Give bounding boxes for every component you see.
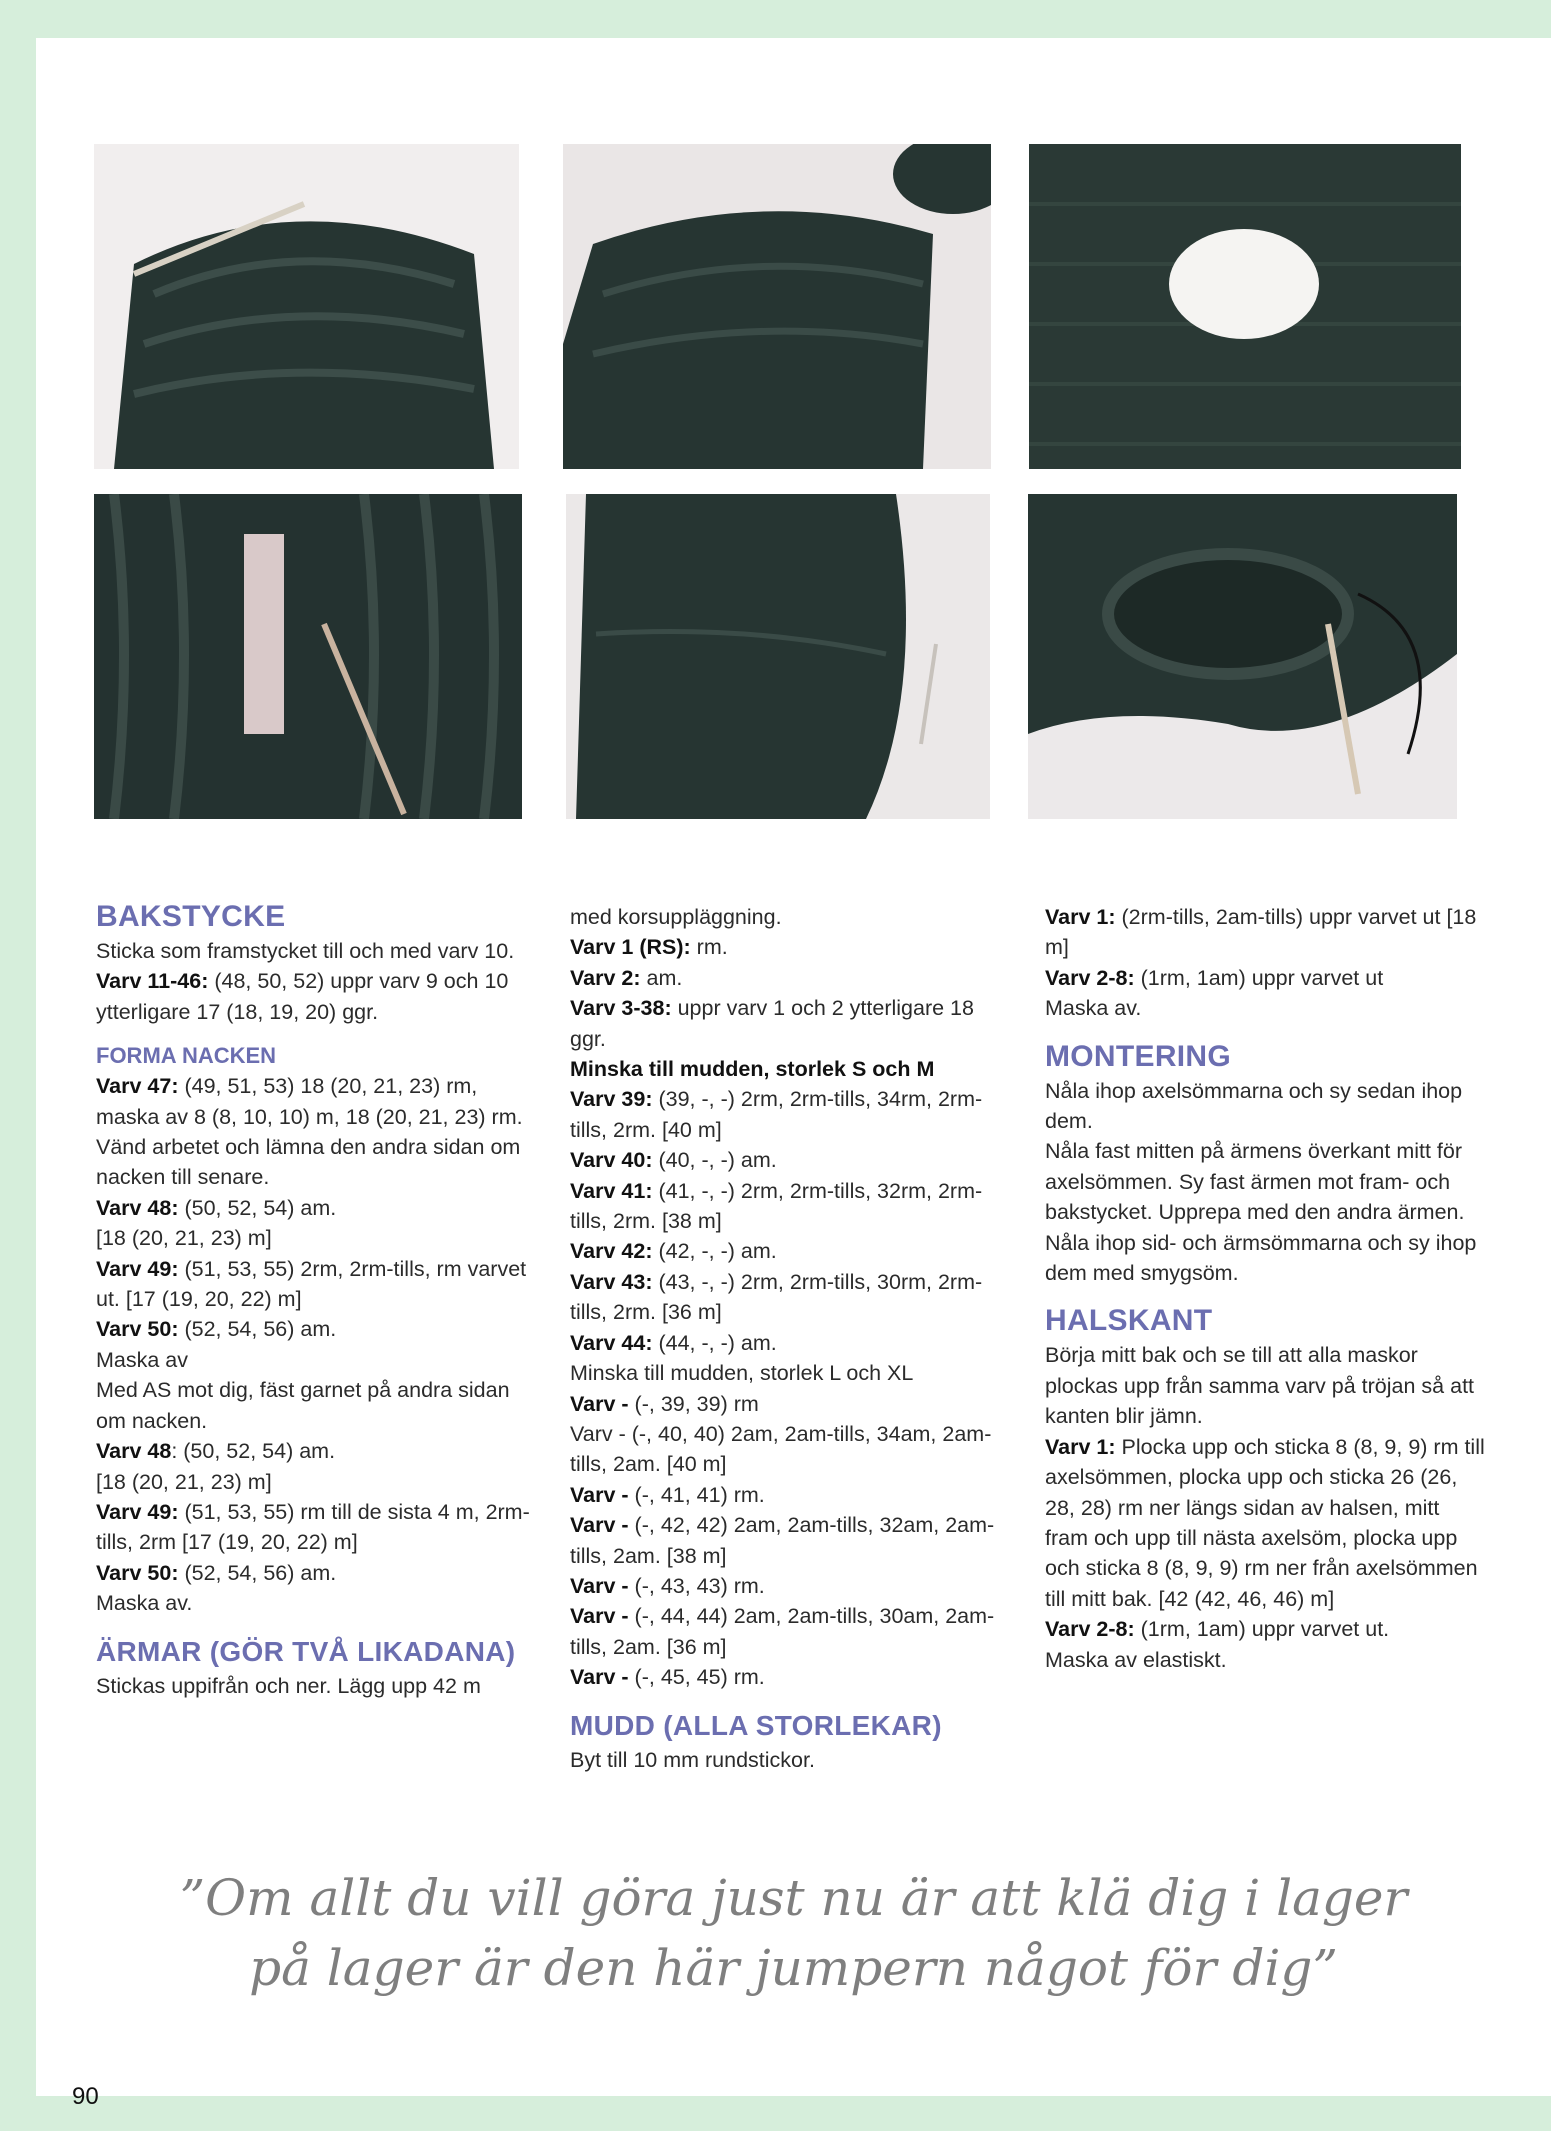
instruction-row: Varv - (-, 39, 39) rm [570,1391,759,1416]
subheading-minska-s-m: Minska till mudden, storlek S och M [570,1057,935,1082]
instruction-row: Varv 2-8: (1rm, 1am) uppr varvet ut [1045,965,1384,990]
page-number: 90 [72,2083,99,2110]
knitted-piece-photo-icon [1029,144,1461,469]
column-3 [1045,902,1485,1675]
instruction-row: Varv 42: (42, -, -) am. [570,1239,777,1264]
paragraph: Stickas uppifrån och ner. Lägg upp 42 m [96,1673,481,1698]
paragraph: Varv - (-, 40, 40) 2am, 2am-tills, 34am, 2am-tills, 2am. [40 m] [570,1421,992,1477]
knitted-piece-photo-icon [94,494,522,819]
heading-armar: ÄRMAR (GÖR TVÅ LIKADANA) [96,1635,516,1667]
paragraph: Maska av elastiskt. [1045,1647,1227,1672]
heading-mudd: MUDD (ALLA STORLEKAR) [570,1709,942,1741]
instruction-row: Varv 11-46: (48, 50, 52) uppr varv 9 och 10 ytterligare 17 (18, 19, 20) ggr. [96,969,509,1024]
column-1 [96,898,536,1701]
instruction-row: Varv - (-, 41, 41) rm. [570,1482,765,1507]
photo-seaming-with-crochet-hook [94,494,522,819]
paragraph: Maska av [96,1347,189,1372]
paragraph: Börja mitt bak och se till att alla maskor plockas upp från samma varv på tröjan så att kanten blir jämn. [1045,1343,1475,1429]
photo-sleeve-seamed [566,494,990,819]
instruction-row: Varv 3-38: uppr varv 1 och 2 ytterligare 18 ggr. [570,996,974,1051]
paragraph: Nåla fast mitten på ärmens överkant mitt för axelsömmen. Sy fast ärmen mot fram- och bakstycket. Upprepa med den andra ärmen. [1045,1139,1465,1225]
page [36,38,1551,2110]
instruction-row: Varv - (-, 43, 43) rm. [570,1573,765,1598]
paragraph: Nåla ihop sid- och ärmsömmarna och sy ihop dem med smygsöm. [1045,1230,1477,1286]
paragraph: Nåla ihop axelsömmarna och sy sedan ihop dem. [1045,1078,1463,1134]
instruction-row: Varv 49: (51, 53, 55) 2rm, 2rm-tills, rm varvet ut. [17 (19, 20, 22) m] [96,1256,527,1312]
instruction-row: Varv 2-8: (1rm, 1am) uppr varvet ut. [1045,1617,1390,1642]
instruction-row: Varv - (-, 44, 44) 2am, 2am-tills, 30am, 2am-tills, 2am. [36 m] [570,1604,995,1659]
paragraph: Vänd arbetet och lämna den andra sidan om nacken till senare. [96,1135,521,1190]
knitted-piece-photo-icon [94,144,519,469]
heading-forma-nacken: FORMA NACKEN [96,1043,277,1069]
paragraph: [18 (20, 21, 23) m] [96,1226,272,1251]
instruction-row: Varv 50: (52, 54, 56) am. [96,1560,337,1585]
instruction-row: Varv 1: (2rm-tills, 2am-tills) uppr varvet ut [18 m] [1045,905,1477,960]
paragraph: Maska av. [96,1591,193,1616]
instruction-row: Varv 2: am. [570,965,683,990]
instruction-row: Varv 44: (44, -, -) am. [570,1330,777,1355]
heading-bakstycke: BAKSTYCKE [96,900,286,933]
photo-sleeve-cuff-circular-needle [1028,494,1457,819]
instruction-row: Varv 41: (41, -, -) 2rm, 2rm-tills, 32rm, 2rm-tills, 2rm. [38 m] [570,1178,983,1234]
photo-knitting-yoke-on-needle [94,144,519,469]
instruction-row: Varv 40: (40, -, -) am. [570,1148,777,1173]
paragraph: Med AS mot dig, fäst garnet på andra sidan om nacken. [96,1378,510,1433]
instruction-row: Varv 1 (RS): rm. [570,935,728,960]
heading-halskant: HALSKANT [1045,1304,1213,1338]
pull-quote [36,1863,1551,2003]
instruction-row: Varv 43: (43, -, -) 2rm, 2rm-tills, 30rm, 2rm-tills, 2rm. [36 m] [570,1269,983,1325]
paragraph: med korsuppläggning. [570,905,782,929]
instruction-row: Varv 47: (49, 51, 53) 18 (20, 21, 23) rm, maska av 8 (8, 10, 10) m, 18 (20, 21, 23) rm. [96,1074,523,1129]
knitted-piece-photo-icon [1028,494,1457,819]
instruction-row: Varv 50: (52, 54, 56) am. [96,1317,337,1342]
instruction-row: Varv - (-, 45, 45) rm. [570,1665,765,1690]
paragraph: Minska till mudden, storlek L och XL [570,1361,914,1386]
paragraph: Byt till 10 mm rundstickor. [570,1747,815,1772]
quote-line: på lager är den här jumpern något för dig” [249,1939,1338,1997]
instruction-row: Varv 1: Plocka upp och sticka 8 (8, 9, 9) rm till axelsömmen, plocka upp och sticka 26 (26, 28, 28) rm ner längs sidan av halsen, mitt fram och upp till nästa axelsöm, plocka upp och sticka 8 (8, 9, 9) rm ner från axelsömmen till mitt bak. [42 (42, 46, 46) m] [1045,1434,1485,1611]
knitted-piece-photo-icon [563,144,991,469]
photo-neck-opening [1029,144,1461,469]
instruction-row: Varv - (-, 42, 42) 2am, 2am-tills, 32am, 2am-tills, 2am. [38 m] [570,1513,995,1568]
instruction-row: Varv 39: (39, -, -) 2rm, 2rm-tills, 34rm, 2rm-tills, 2rm. [40 m] [570,1087,983,1142]
heading-montering: MONTERING [1045,1039,1232,1073]
paragraph: [18 (20, 21, 23) m] [96,1469,272,1494]
instruction-row: Varv 49: (51, 53, 55) rm till de sista 4 m, 2rm-tills, 2rm [17 (19, 20, 22) m] [96,1499,530,1555]
instruction-row: Varv 48: (50, 52, 54) am. [96,1439,336,1464]
instruction-row: Varv 48: (50, 52, 54) am. [96,1195,337,1220]
column-2 [570,902,1010,1775]
photo-yoke-with-gathers [563,144,991,469]
paragraph: Maska av. [1045,996,1142,1021]
knitted-piece-photo-icon [566,494,990,819]
paragraph: Sticka som framstycket till och med varv 10. [96,939,515,963]
quote-line: ”Om allt du vill göra just nu är att klä dig i lager [179,1869,1408,1927]
